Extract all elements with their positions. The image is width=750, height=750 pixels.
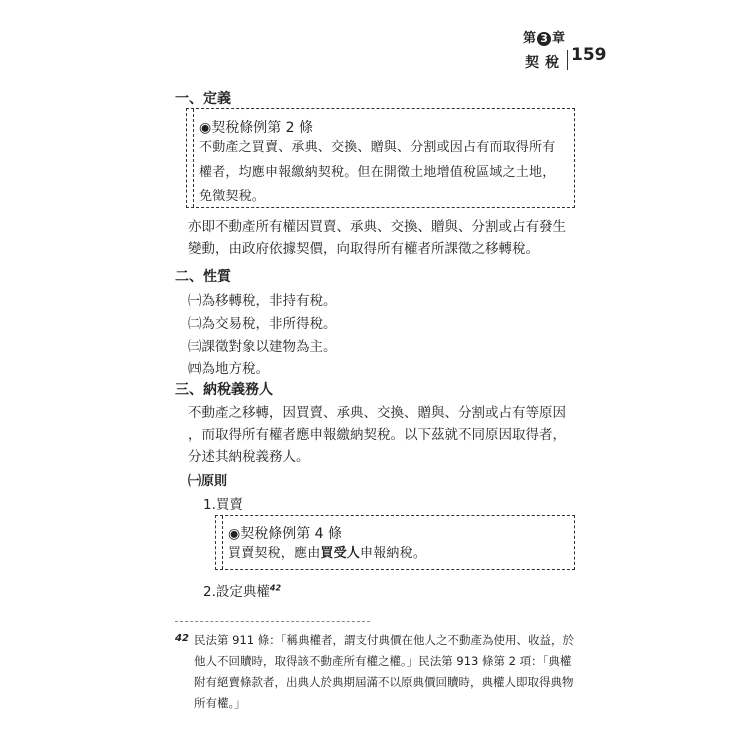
box-margin bbox=[216, 516, 223, 569]
footnote-line: 附有絕賣條款者，出典人於典期屆滿不以原典價回贖時，典權人即取得典物 bbox=[194, 675, 574, 689]
paragraph-line: 分述其納稅義務人。 bbox=[188, 449, 310, 465]
chapter-prefix: 第 bbox=[523, 31, 537, 46]
section-3-paragraph bbox=[188, 402, 566, 468]
subsection-item-1: 1.買賣 bbox=[203, 497, 243, 513]
paragraph-line: 亦即不動產所有權因買賣、承典、交換、贈與、分割或占有發生 bbox=[188, 219, 566, 235]
list-item: ㈣為地方稅。 bbox=[188, 361, 269, 377]
footnote-text bbox=[194, 630, 574, 714]
section-3-heading: 三、納稅義務人 bbox=[175, 382, 273, 398]
list-item: ㈢課徵對象以建物為主。 bbox=[188, 339, 337, 355]
section-1-paragraph bbox=[188, 216, 566, 260]
box-1-line: 權者，均應申報繳納契稅。但在開徵土地增值稅區域之土地， bbox=[199, 164, 556, 180]
box-1-text bbox=[199, 136, 555, 210]
statute-box-1 bbox=[186, 108, 575, 208]
page-number: 159 bbox=[571, 45, 607, 65]
box-2-text-before: 買賣契稅，應由 bbox=[228, 546, 321, 561]
footnote-divider bbox=[175, 621, 370, 622]
box-1-line: 免徵契稅。 bbox=[199, 189, 266, 204]
footnote-line: 他人不回贖時，取得該不動產所有權之權。」民法第 913 條第 2 項：「典權 bbox=[194, 654, 572, 668]
chapter-number: 3 bbox=[537, 32, 551, 46]
chapter-badge bbox=[523, 30, 565, 48]
chapter-title: 契稅 bbox=[525, 55, 565, 71]
section-1-heading: 一、定義 bbox=[175, 91, 231, 107]
section-2-heading: 二、性質 bbox=[175, 269, 231, 285]
box-2-text-emphasis: 買受人 bbox=[320, 546, 361, 561]
subsection-heading: ㈠原則 bbox=[188, 474, 228, 489]
list-item: ㈠為移轉稅，非持有稅。 bbox=[188, 293, 337, 309]
paragraph-line: 不動產之移轉，因買賣、承典、交換、贈與、分割或占有等原因 bbox=[188, 405, 566, 421]
footnote-line: 民法第 911 條：「稱典權者，謂支付典價在他人之不動產為使用、收益，於 bbox=[194, 633, 575, 647]
paragraph-line: ，而取得所有權者應申報繳納契稅。以下茲就不同原因取得者， bbox=[188, 427, 566, 443]
box-2-title: ◉契稅條例第 4 條 bbox=[228, 526, 343, 542]
chapter-suffix: 章 bbox=[552, 31, 566, 46]
running-header bbox=[515, 28, 605, 70]
box-margin bbox=[187, 109, 194, 207]
list-item: ㈡為交易稅，非所得稅。 bbox=[188, 316, 337, 332]
subsection-item-2 bbox=[203, 580, 281, 600]
box-2-text-after: 申報納稅。 bbox=[360, 546, 427, 561]
footnote-mark: 42 bbox=[175, 633, 189, 644]
subsection-item-2-label: 2.設定典權 bbox=[203, 584, 270, 600]
box-2-text bbox=[228, 542, 426, 567]
statute-box-2 bbox=[215, 515, 575, 570]
box-1-title: ◉契稅條例第 2 條 bbox=[199, 120, 314, 136]
footnote-ref: 42 bbox=[269, 583, 282, 593]
paragraph-line: 變動，由政府依據契價，向取得所有權者所課徵之移轉稅。 bbox=[188, 241, 539, 257]
header-divider bbox=[567, 50, 568, 70]
box-1-line: 不動產之買賣、承典、交換、贈與、分割或因占有而取得所有 bbox=[199, 140, 556, 155]
footnote-line: 所有權。」 bbox=[194, 696, 246, 710]
